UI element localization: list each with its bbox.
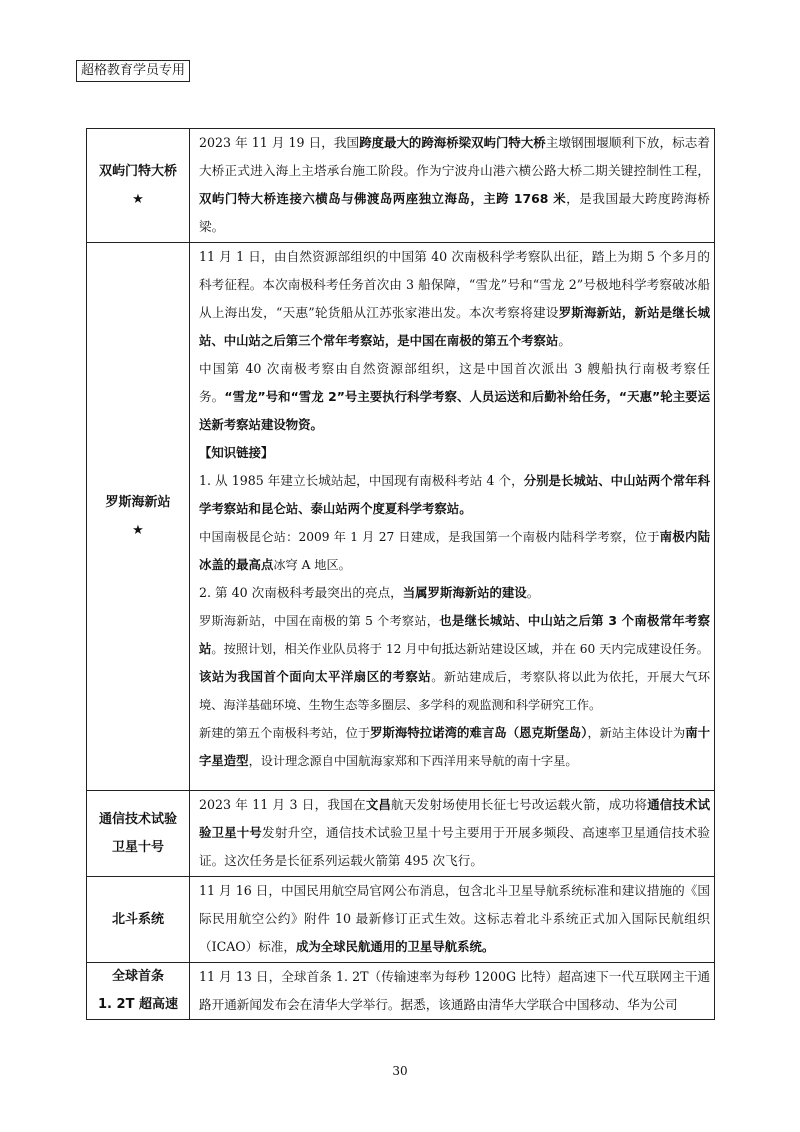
topic-cell bbox=[87, 129, 190, 243]
topic-label: 双屿门特大桥 bbox=[98, 163, 177, 179]
topic-cell bbox=[87, 963, 190, 1020]
emphasized-text: 南十字星造型 bbox=[199, 725, 711, 768]
text-run: 。 bbox=[558, 333, 571, 348]
paragraph bbox=[199, 439, 710, 467]
paragraph bbox=[199, 579, 710, 607]
content-cell bbox=[190, 243, 715, 791]
star-icon: ★ bbox=[132, 191, 144, 207]
header-tag: 超格教育学员专用 bbox=[76, 60, 190, 82]
topic-cell bbox=[87, 877, 190, 963]
paragraph bbox=[199, 663, 710, 719]
text-run: 。新站建成后，考察队将以此为依托，开展大气环境、海洋基础环境、生物生态等多圈层、多学科的观监测和科学研究工作。 bbox=[199, 670, 711, 712]
content-cell bbox=[190, 877, 715, 963]
topic-cell bbox=[87, 791, 190, 877]
text-run: 11 月 16 日，中国民用航空局官网公布消息，包含北斗卫星导航系统标准和建议措施的《国际民用航空公约》附件 10 最新修订正式生效。这标志着北斗系统正式加入国际民航组织（ICAO）标准， bbox=[199, 883, 710, 954]
text-run: ，新站主体设计为 bbox=[587, 726, 686, 740]
text-run: 11 月 1 日，由自然资源部组织的中国第 40 次南极科学考察队出征，踏上为期 5 个多月的科考征程。本次南极科考任务首次由 3 船保障，“雪龙”号和“雪龙 2”号极地科学考察破冰船从上海出发，“天惠”轮货船从江苏张家港出发。本次考察将建设 bbox=[199, 249, 710, 320]
paragraph bbox=[199, 355, 710, 439]
table-row bbox=[87, 129, 715, 243]
text-run: 冰穹 A 地区。 bbox=[273, 558, 351, 572]
text-run: 新建的第五个南极科考站，位于 bbox=[199, 726, 371, 740]
emphasized-text: “雪龙”号和“雪龙 2”号主要执行科学考察、人员运送和后勤补给任务，“天惠”轮主要运送新考察站建设物资。 bbox=[199, 389, 711, 432]
paragraph bbox=[199, 523, 710, 579]
text-run: 罗斯海新站，中国在南极的第 5 个考察站， bbox=[199, 614, 440, 628]
table-row bbox=[87, 963, 715, 1020]
paragraph bbox=[199, 467, 710, 523]
page-number: 30 bbox=[392, 1064, 408, 1078]
emphasized-text: 南极内陆冰盖的最高点 bbox=[199, 529, 711, 572]
emphasized-text: 也是继长城站、中山站之后第 3 个南极常年考察站 bbox=[199, 613, 710, 656]
emphasized-text: 文昌 bbox=[365, 797, 392, 812]
paragraph bbox=[199, 791, 710, 875]
emphasized-text: 罗斯海特拉诺湾的难言岛（恩克斯堡岛） bbox=[370, 725, 588, 740]
content-cell bbox=[190, 963, 715, 1020]
star-icon: ★ bbox=[132, 522, 144, 538]
paragraph bbox=[199, 719, 710, 775]
topic-label: 通信技术试验 bbox=[98, 811, 177, 827]
text-run: 发射升空，通信技术试验卫星十号主要用于开展多频段、高速率卫星通信技术验证。这次任务是长征系列运载火箭第 495 次飞行。 bbox=[199, 825, 711, 868]
paragraph bbox=[199, 129, 710, 241]
table-row bbox=[87, 243, 715, 791]
text-run: ，设计理念源自中国航海家郑和下西洋用来导航的南十字星。 bbox=[248, 754, 578, 768]
paragraph bbox=[199, 243, 710, 355]
text-run: 11 月 13 日，全球首条 1. 2T（传输速率为每秒 1200G 比特）超高速下一代互联网主干通路开通新闻发布会在清华大学举行。据悉，该通路由清华大学联合中国移动、华为公司 bbox=[199, 969, 710, 1012]
text-run: 主墩钢围堰顺利下放，标志着大桥正式进入海上主塔承台施工阶段。作为宁波舟山港六横公路大桥二期关键控制性工程， bbox=[199, 135, 711, 178]
table-row bbox=[87, 791, 715, 877]
emphasized-text: 双屿门特大桥连接六横岛与佛渡岛两座独立海岛，主跨 1768 米 bbox=[199, 191, 567, 206]
text-run: 2023 年 11 月 3 日，我国在 bbox=[199, 797, 366, 812]
content-cell bbox=[190, 129, 715, 243]
emphasized-text: 通信技术试验卫星十号 bbox=[199, 797, 711, 840]
topic-label: 卫星十号 bbox=[111, 839, 164, 855]
emphasized-text: 该站为我国首个面向太平洋扇区的考察站 bbox=[199, 669, 432, 684]
paragraph bbox=[199, 607, 710, 663]
text-run: 中国第 40 次南极考察由自然资源部组织，这是中国首次派出 3 艘船执行南极考察任务。 bbox=[199, 361, 710, 404]
text-run: ，是我国最大跨度跨海桥梁。 bbox=[199, 191, 710, 234]
emphasized-text: 成为全球民航通用的卫星导航系统。 bbox=[296, 939, 495, 954]
emphasized-text: 【知识链接】 bbox=[199, 445, 274, 460]
paragraph bbox=[199, 963, 710, 1019]
topic-label: 1. 2T 超高速 bbox=[98, 997, 178, 1012]
topic-label: 全球首条 bbox=[111, 969, 164, 984]
table-row bbox=[87, 877, 715, 963]
text-run: 航天发射场使用长征七号改运载火箭，成功将 bbox=[391, 797, 648, 812]
topic-label: 北斗系统 bbox=[111, 911, 164, 927]
emphasized-text: 罗斯海新站，新站是继长城站、中山站之后第三个常年考察站，是中国在南极的第五个考察站 bbox=[199, 305, 710, 348]
text-run: 2. 第 40 次南极科考最突出的亮点， bbox=[199, 585, 403, 600]
topic-label: 罗斯海新站 bbox=[105, 494, 171, 510]
paragraph bbox=[199, 877, 710, 961]
emphasized-text: 分别是长城站、中山站两个常年科学考察站和昆仑站、泰山站两个度夏科学考察站。 bbox=[199, 473, 710, 516]
text-run: 。按照计划，相关作业队员将于 12 月中旬抵达新站建设区域，并在 60 天内完成建设任务。 bbox=[211, 642, 709, 656]
text-run: 2023 年 11 月 19 日，我国 bbox=[199, 135, 360, 150]
emphasized-text: 当属罗斯海新站的建设 bbox=[402, 585, 527, 600]
topic-cell bbox=[87, 243, 190, 791]
text-run: 中国南极昆仑站：2009 年 1 月 27 日建成，是我国第一个南极内陆科学考察，位于 bbox=[199, 530, 660, 544]
content-cell bbox=[190, 791, 715, 877]
news-table bbox=[86, 128, 715, 1020]
text-run: 1. 从 1985 年建立长城站起，中国现有南极科考站 4 个， bbox=[199, 473, 524, 488]
emphasized-text: 跨度最大的跨海桥梁双屿门特大桥 bbox=[359, 135, 546, 150]
text-run: 。 bbox=[526, 585, 540, 600]
